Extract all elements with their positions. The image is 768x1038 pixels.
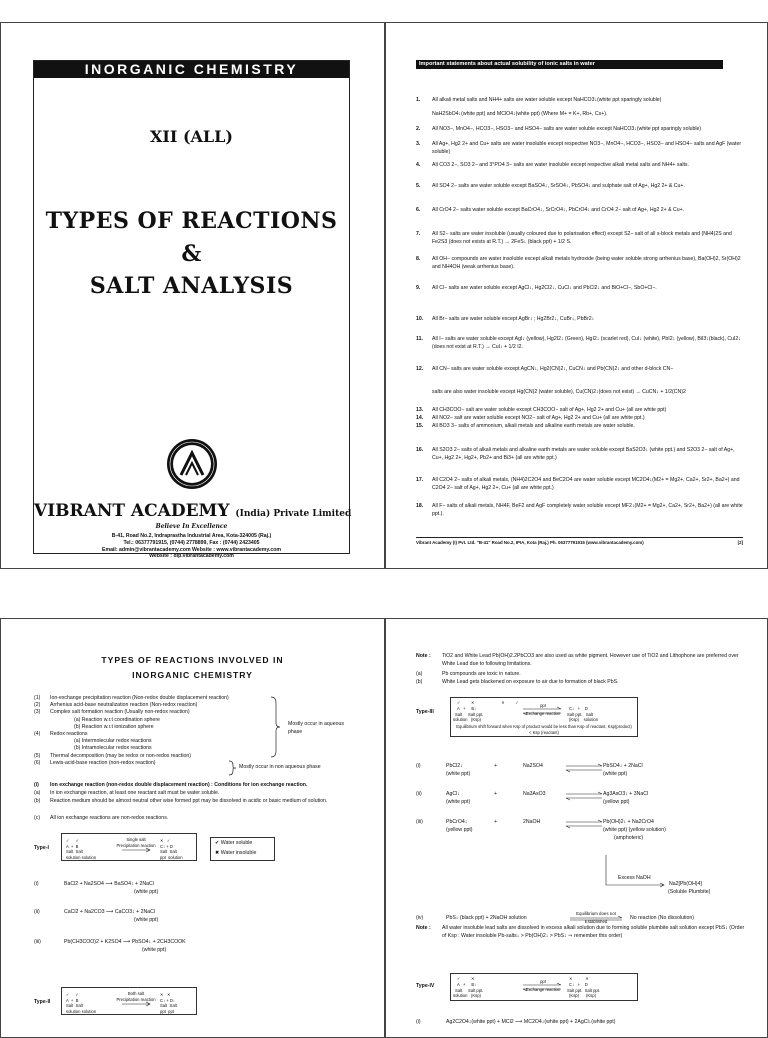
statement-number: 17. bbox=[416, 477, 424, 483]
r3-right-note: (white ppt) (yellow solution) bbox=[603, 827, 666, 833]
reaction-type-number: (2) bbox=[34, 702, 41, 709]
type-4-ppt: ppt bbox=[540, 979, 546, 984]
statement-item bbox=[416, 447, 746, 463]
statement-text: All S2O3 2− salts of alkali metals and alkaline earth metals are water soluble except BaS2O3↓ (white ppt.) and S2O3 2− salt of Ag+, Cu+, Hg2 2+, Hg2+, Pb2+ and Bi3+ (all are white ppt.) bbox=[432, 447, 735, 461]
statement-item bbox=[416, 366, 746, 382]
para-b-text: Reaction medium should be almost neutral other wise formed ppt may be dissolved in acidic or basic medium of solution. bbox=[50, 798, 328, 804]
type-3-label: Type-III bbox=[416, 709, 434, 715]
statement-text: All CO3 2−, SO3 2− and 3°PO4 3− salts are water insoluble except respective alkali metal salts and NH4+ salts. bbox=[432, 162, 689, 168]
reaction-type-text: Lewis-acid-base reaction (non-redox reaction) bbox=[50, 759, 156, 766]
p4-reaction-ii bbox=[416, 791, 746, 813]
statement-item bbox=[416, 256, 746, 272]
aqueous-note: Mostly occur in aqueous phase bbox=[288, 721, 344, 735]
statement-text: All OH− compounds are water insoluble except alkali metals hydroxide (being water soluble strong arrhenius base), Ba(OH)2, Sr(OH)2 and NH4OH (weak arrhenius base). bbox=[432, 256, 741, 270]
statement-item bbox=[416, 97, 746, 107]
statement-number: 5. bbox=[416, 183, 421, 189]
legend-insoluble: ✖ Water insoluble bbox=[215, 850, 257, 856]
address-line-4: Website : dlp.vibrantacademy.com bbox=[149, 553, 234, 559]
statement-number: 16. bbox=[416, 447, 424, 453]
r3-left: PbCrO4↓ bbox=[446, 819, 468, 825]
note-2 bbox=[416, 925, 746, 941]
statement-number: 9. bbox=[416, 285, 421, 291]
p4-rxn-label-iv: (iv) bbox=[416, 915, 424, 921]
r3-plus: + bbox=[494, 819, 498, 825]
type-2-label: Type-II bbox=[34, 999, 51, 1005]
p4-reaction-i bbox=[416, 763, 746, 785]
plumbite-note: (Soluble Plumbite) bbox=[668, 889, 711, 895]
academy-name-text: VIBRANT ACADEMY bbox=[34, 501, 230, 521]
r1-left: PbCl2↓ bbox=[446, 763, 463, 769]
statement-number: 4. bbox=[416, 162, 421, 168]
section-heading: Important statements about actual solubility of ionic salts in water bbox=[416, 60, 723, 69]
rxn-i-note: (white ppt) bbox=[134, 889, 159, 895]
type-4-label: Type-IV bbox=[416, 983, 435, 989]
statement-number: 13. bbox=[416, 407, 424, 413]
footer-text: Vibrant Academy (I) Pvt. Ltd. "B-41" Road No.2, IPIA, Kota (Raj.) Ph. 06377791915 (www.vibrantacademy.com) bbox=[416, 540, 644, 545]
nonaqueous-note: Mostly occur in non aqueous phase bbox=[239, 764, 321, 770]
note-b-label: (b) bbox=[416, 679, 423, 685]
statement-text: All BO3 3− salts of ammonium, alkali metals and alkaline earth metals are water soluble. bbox=[432, 423, 635, 429]
r3-left-note: (yellow ppt) bbox=[446, 827, 473, 833]
tagline: Believe In Excellence bbox=[155, 523, 228, 530]
rxn-label-ii: (ii) bbox=[34, 909, 40, 915]
r1-left-note: (white ppt) bbox=[446, 771, 471, 777]
p4-rxn-label-iii: (iii) bbox=[416, 819, 423, 825]
statement-text: All CH3COO− salt are water soluble except CH3COO− salt of Ag+, Hg2 2+ and Cu+ (all are white ppt) bbox=[432, 407, 667, 413]
statement-text: All CN− salts are water soluble except AgCN↓, Hg2(CN)2↓, CuCN↓ and Pb(CN)2↓ and other d-block CN− bbox=[432, 366, 674, 372]
statement-text: salts are also water insoluble except Hg(CN)2 (water soluble), Cu(CN)2↓(does not exist) → CuCN↓ + 1/2(CN)2 bbox=[432, 389, 686, 395]
type-1-arrow-label: Single salt Precipitation reaction bbox=[116, 837, 156, 848]
cover-frame bbox=[33, 60, 350, 554]
para-a-text: In ion exchange reaction, at least one reactant salt must be water soluble. bbox=[50, 790, 220, 796]
excess-naoh: Excess NaOH bbox=[618, 875, 651, 881]
academy-suffix: (India) Private Limited bbox=[235, 509, 352, 519]
statement-item bbox=[416, 336, 746, 358]
r1-right-note: (white ppt) bbox=[603, 771, 628, 777]
cover-title-line1: TYPES OF REACTIONS bbox=[45, 208, 338, 234]
page3-heading-2: INORGANIC CHEMISTRY bbox=[132, 670, 253, 680]
rxn-ii-text: CaCl2 + Na2CO3 ⟶ CaCO3↓ + 2NaCl bbox=[64, 909, 156, 915]
address-line-3: Email: admin@vibrantacademy.com Website : www.vibrantacademy.com bbox=[102, 547, 281, 553]
statement-item bbox=[416, 477, 746, 503]
type-4-exchange: Exchange reaction bbox=[525, 987, 561, 992]
iv-arrow-label: Equilibrium does not Established bbox=[576, 911, 616, 924]
cover-title-line2: SALT ANALYSIS bbox=[89, 273, 294, 299]
last-rxn-label: (i) bbox=[416, 1019, 421, 1025]
brace-nonaqueous-icon bbox=[229, 761, 237, 775]
statement-number: 12. bbox=[416, 366, 424, 372]
legend-insoluble-text: Water insoluble bbox=[220, 850, 257, 856]
address-line-2: Tel.: 06377791915, (0744) 2778899, Fax : (0744) 2423405 bbox=[123, 540, 260, 546]
reaction-type-text: Redox reactions bbox=[50, 731, 88, 737]
note-1 bbox=[416, 653, 746, 671]
statement-item bbox=[416, 207, 746, 219]
reaction-type-number: (1) bbox=[34, 695, 41, 701]
cover-banner: INORGANIC CHEMISTRY bbox=[34, 61, 349, 78]
r3-right-note2: (amphoteric) bbox=[614, 835, 644, 841]
cover-class: XII (ALL) bbox=[149, 127, 233, 146]
r1-reagent: Na2SO4 bbox=[523, 763, 543, 769]
statement-number: 11. bbox=[416, 336, 423, 342]
statement-text: All Cl− salts are water soluble except AgCl↓, Hg2Cl2↓, CuCl↓ and PbCl2↓ and BiO+Cl−, SbO+Cl−. bbox=[432, 285, 657, 291]
statement-number: 3. bbox=[416, 141, 421, 147]
reaction-type-text: (a) Intermolecular redox reactions bbox=[74, 738, 152, 745]
statement-number: 15. bbox=[416, 423, 424, 429]
solubility-page bbox=[385, 22, 768, 569]
iv-result: No reaction (No dissolution) bbox=[630, 915, 695, 921]
reaction-type-text: Ion-exchange precipitation reaction (Non-redox double displacement reaction) bbox=[50, 695, 229, 701]
brace-aqueous-icon bbox=[271, 697, 281, 757]
address-line-1: B-41, Road No.2, Indraprastha Industrial Area, Kota-324005 (Raj.) bbox=[111, 533, 272, 539]
statement-item bbox=[416, 285, 746, 301]
reaction-type-text: Thermal decomposition (may be redox or non-redox reaction) bbox=[50, 752, 191, 759]
statement-item bbox=[416, 162, 746, 178]
academy-name bbox=[34, 501, 352, 521]
r3-right: Pb(OH)2↓ + Na2CrO4 bbox=[603, 819, 654, 825]
rxn-iii-note: (white ppt) bbox=[142, 947, 167, 953]
statement-number: 18. bbox=[416, 503, 424, 509]
statement-item bbox=[416, 389, 746, 405]
r2-right-note: (yellow ppt) bbox=[603, 799, 630, 805]
rxn-label-iii: (iii) bbox=[34, 939, 41, 945]
reaction-type-text: (b) Reaction w.r.t ionization sphere bbox=[74, 723, 154, 730]
statement-text: All Ag+, Hg2 2+ and Cu+ salts are water insoluble except respective NO3−, MnO4−, HCO3−, HSO3− and HSO4− salts and AgF (water soluble) bbox=[432, 141, 742, 155]
statement-text: All CrO4 2− salts water soluble except BaCrO4↓, SrCrO4↓, PbCrO4↓ and CrO4 2− salt of Ag+, Hg2 2+ & Cu+. bbox=[432, 207, 685, 213]
para-b bbox=[34, 798, 359, 814]
statement-number: 8. bbox=[416, 256, 421, 262]
statement-number: 6. bbox=[416, 207, 421, 213]
label-i: (i) bbox=[34, 782, 39, 788]
note-2-text: All water insoluble lead salts are dissolved in excess alkali solution due to forming soluble plumbite salt solution except PbS↓ (Order of Ksp : Water insoluble Pb-salts↓ > Pb(OH)2↓ > PbS↓ ⇒ remember this order) bbox=[442, 925, 745, 939]
statement-number: 10. bbox=[416, 316, 424, 322]
type-3-ppt: ppt bbox=[540, 703, 546, 708]
statement-number: 14. bbox=[416, 415, 424, 421]
r2-left: AgCl↓ bbox=[446, 791, 460, 797]
reaction-type-text: (b) Intramolecular redox reactions bbox=[74, 745, 152, 752]
reaction-type-text: (a) Reaction w.r.t coordination sphere bbox=[74, 716, 160, 723]
cover-title-amp: & bbox=[181, 241, 202, 267]
type-3-eq: Equilibrium shift forward when Ksp of product would be less than Ksp of reactant, Ksp(product) < Ksp (reactant) bbox=[456, 724, 632, 735]
statement-text: All alkali metal salts and NH4+ salts are water soluble except NaHCO3↓(white ppt sparingly soluble) bbox=[432, 97, 662, 103]
iv-text: PbS↓ (black ppt) + 2NaOH solution bbox=[446, 915, 527, 921]
last-rxn-text: Ag2C2O4↓(white ppt) + MCl2 ⟶ MC2O4↓(white ppt) + 2AgCl↓(white ppt) bbox=[446, 1019, 616, 1025]
type-3-exchange: Exchange reaction bbox=[525, 711, 561, 716]
note-text: TiO2 and White Lead Pb(OH)2.2PbCO3 are also used as white pigment. However use of TiO2 and Lithophone are preferred over White Lead due to following limitations. bbox=[442, 653, 739, 667]
statement-text: NaH2SbO4↓(white ppt) and MClO4↓(white ppt) (Where M+ = K+, Rb+, Cs+). bbox=[432, 111, 608, 117]
reaction-type-text: Arrhenius acid-base neutralization reaction (Non-redox reaction) bbox=[50, 702, 198, 709]
r2-reagent: Na3AsO3 bbox=[523, 791, 546, 797]
r2-right: Ag3AsO3↓ + 3NaCl bbox=[603, 791, 649, 797]
statement-text: All S2− salts are water insoluble (usually coloured due to polarisation effect) except S2− salt of all s-block metals and (NH4)2S and Fe2S3 (does not exists at R.T.) → 2FeS↓ (black ppt) + 1/2 S. bbox=[432, 231, 732, 245]
statement-text: All Br− salts are water soluble except AgBr↓ ; Hg2Br2↓, CuBr↓, PbBr2↓ bbox=[432, 316, 595, 322]
rxn-i-text: BaCl2 + Na2SO4 ⟶ BaSO4↓ + 2NaCl bbox=[64, 881, 154, 887]
label-a: (a) bbox=[34, 790, 41, 796]
r3-reagent: 2NaOH bbox=[523, 819, 541, 825]
statement-text: All C2O4 2− salts of alkali metals, (NH4)2C2O4 and BeC2O4 are water soluble except MC2O4↓(M2+ = Mg2+, Ca2+, Sr2+, Ba2+) and C2O4 2− salt of Ag+, Hg2 2+, Cu+ (all are white ppt.) bbox=[432, 477, 740, 491]
p4-rxn-label-i: (i) bbox=[416, 763, 421, 769]
statement-text: All NO3−, MnO4−, HCO3−, HSO3− and HSO4− salts are water soluble except NaHCO3↓(white ppt sparingly soluble) bbox=[432, 126, 702, 132]
reaction-type-number: (3) bbox=[34, 709, 41, 716]
note-label: Note : bbox=[416, 653, 431, 659]
statement-item bbox=[416, 183, 746, 195]
statement-text: All I− salts are water soluble except AgI↓ (yellow), Hg2I2↓ (Green), HgI2↓ (scarlet red), CuI↓ (white), PbI2↓ (yellow), BiI3↓(black), CuI2↓ (does not exist at R.T.) → CuI↓ + 1/2 I2. bbox=[432, 336, 741, 350]
note-a-text: Pb compounds are toxic in nature. bbox=[442, 671, 521, 677]
ion-exchange-title: Ion exchange reaction (non-redox double displacement reaction) : Conditions for ion exchange reaction. bbox=[50, 782, 308, 788]
type-1-box: ✓ ✓ A + B Salt Salt solution solution Single salt Precipitation reaction ✕ ✓ C↓ + D Salt Salt ppt solution bbox=[61, 833, 197, 861]
reaction-type-number: (6) bbox=[34, 759, 41, 766]
note-2-label: Note : bbox=[416, 925, 431, 931]
para-c-text: All ion exchange reactions are non-redox reactions. bbox=[50, 815, 169, 821]
statement-item bbox=[416, 423, 746, 432]
note-a-label: (a) bbox=[416, 671, 423, 677]
legend-soluble-text: Water soluble bbox=[220, 840, 253, 846]
statement-text: All NO2− salt are water soluble except NO2− salt of Ag+, Hg2 2+ and Cu+ (all are white ppt.) bbox=[432, 415, 645, 421]
statement-item bbox=[416, 111, 746, 120]
type-2-arrow-label: Both salt Precipitation reaction bbox=[116, 991, 156, 1002]
r1-plus: + bbox=[494, 763, 498, 769]
statement-item bbox=[416, 231, 746, 251]
statement-item bbox=[416, 126, 746, 135]
page3-heading-1: TYPES OF REACTIONS INVOLVED IN bbox=[101, 655, 284, 665]
reaction-type-number: (4) bbox=[34, 731, 41, 737]
p4-rxn-label-ii: (ii) bbox=[416, 791, 422, 797]
rxn-ii-note: (white ppt) bbox=[134, 917, 159, 923]
page-footer bbox=[416, 537, 743, 545]
reaction-type-number: (5) bbox=[34, 752, 41, 759]
plumbite: Na2[Pb(OH)4] bbox=[669, 881, 702, 887]
rxn-iii-text: Pb(CH3COO)2 + K2SO4 ⟶ PbSO4↓ + 2CH3COOK bbox=[64, 939, 186, 945]
statement-text: All F− salts of alkali metals, NH4F, BeF2 and AgF completely water soluble except MF2↓(M2+ = Mg2+, Ca2+, Sr2+, Ba2+) (all are white ppt.). bbox=[432, 503, 743, 517]
type-1-label: Type-I bbox=[34, 845, 49, 851]
type-4-box: ✓ ✕ A + B↓ Salt Salt ppt. solution (Ksp) ppt Exchange reaction ✕ ✕ C↓ + D Salt ppt. Salt ppt. (Ksp) (Ksp) bbox=[450, 973, 638, 1001]
statement-text: All SO4 2− salts are water soluble except BaSO4↓, SrSO4↓, PbSO4↓ and sulphate salt of Ag+, Hg2 2+ & Cu+. bbox=[432, 183, 685, 189]
legend-soluble: ✔ Water soluble bbox=[215, 840, 253, 846]
statement-number: 7. bbox=[416, 231, 421, 237]
r1-right: PbSO4↓ + 2NaCl bbox=[603, 763, 643, 769]
p4-reaction-iii bbox=[416, 819, 746, 849]
label-b: (b) bbox=[34, 798, 41, 804]
rxn-label-i: (i) bbox=[34, 881, 39, 887]
type-iii-page bbox=[385, 618, 768, 1038]
cover-page bbox=[0, 22, 385, 569]
statement-item bbox=[416, 141, 746, 157]
page-number: [2] bbox=[737, 540, 743, 545]
statement-number: 2. bbox=[416, 126, 421, 132]
type-3-box: ✓ ✕ ✕ ✓ A + B↓ Salt Salt ppt. solution (Ksp) ppt Exchange reaction C↓ + D Salt ppt. Salt (Ksp) solution Equilibrium shift forward when Ksp of product would be less than Ksp of reactant, Ksp(product) < Ksp (reactant) bbox=[450, 697, 638, 737]
legend-box bbox=[210, 837, 275, 861]
note-b-text: White Lead gets blackened on exposure to air due to formation of black PbS. bbox=[442, 679, 619, 685]
r2-plus: + bbox=[494, 791, 498, 797]
reaction-type-text: Complex salt formation reaction (Usually non-redox reaction) bbox=[50, 709, 190, 716]
label-c: (c) bbox=[34, 815, 41, 821]
r2-left-note: (white ppt) bbox=[446, 799, 471, 805]
statement-item bbox=[416, 316, 746, 325]
statement-number: 1. bbox=[416, 97, 421, 103]
statement-item bbox=[416, 503, 746, 519]
type-2-box: ✓ ✓ A + B Salt Salt solution solution Both salt Precipitation reaction ✕ ✕ C↓ + D↓ Salt Salt ppt ppt bbox=[61, 987, 197, 1015]
academy-logo-icon bbox=[167, 439, 217, 489]
reaction-types-page bbox=[0, 618, 385, 1038]
